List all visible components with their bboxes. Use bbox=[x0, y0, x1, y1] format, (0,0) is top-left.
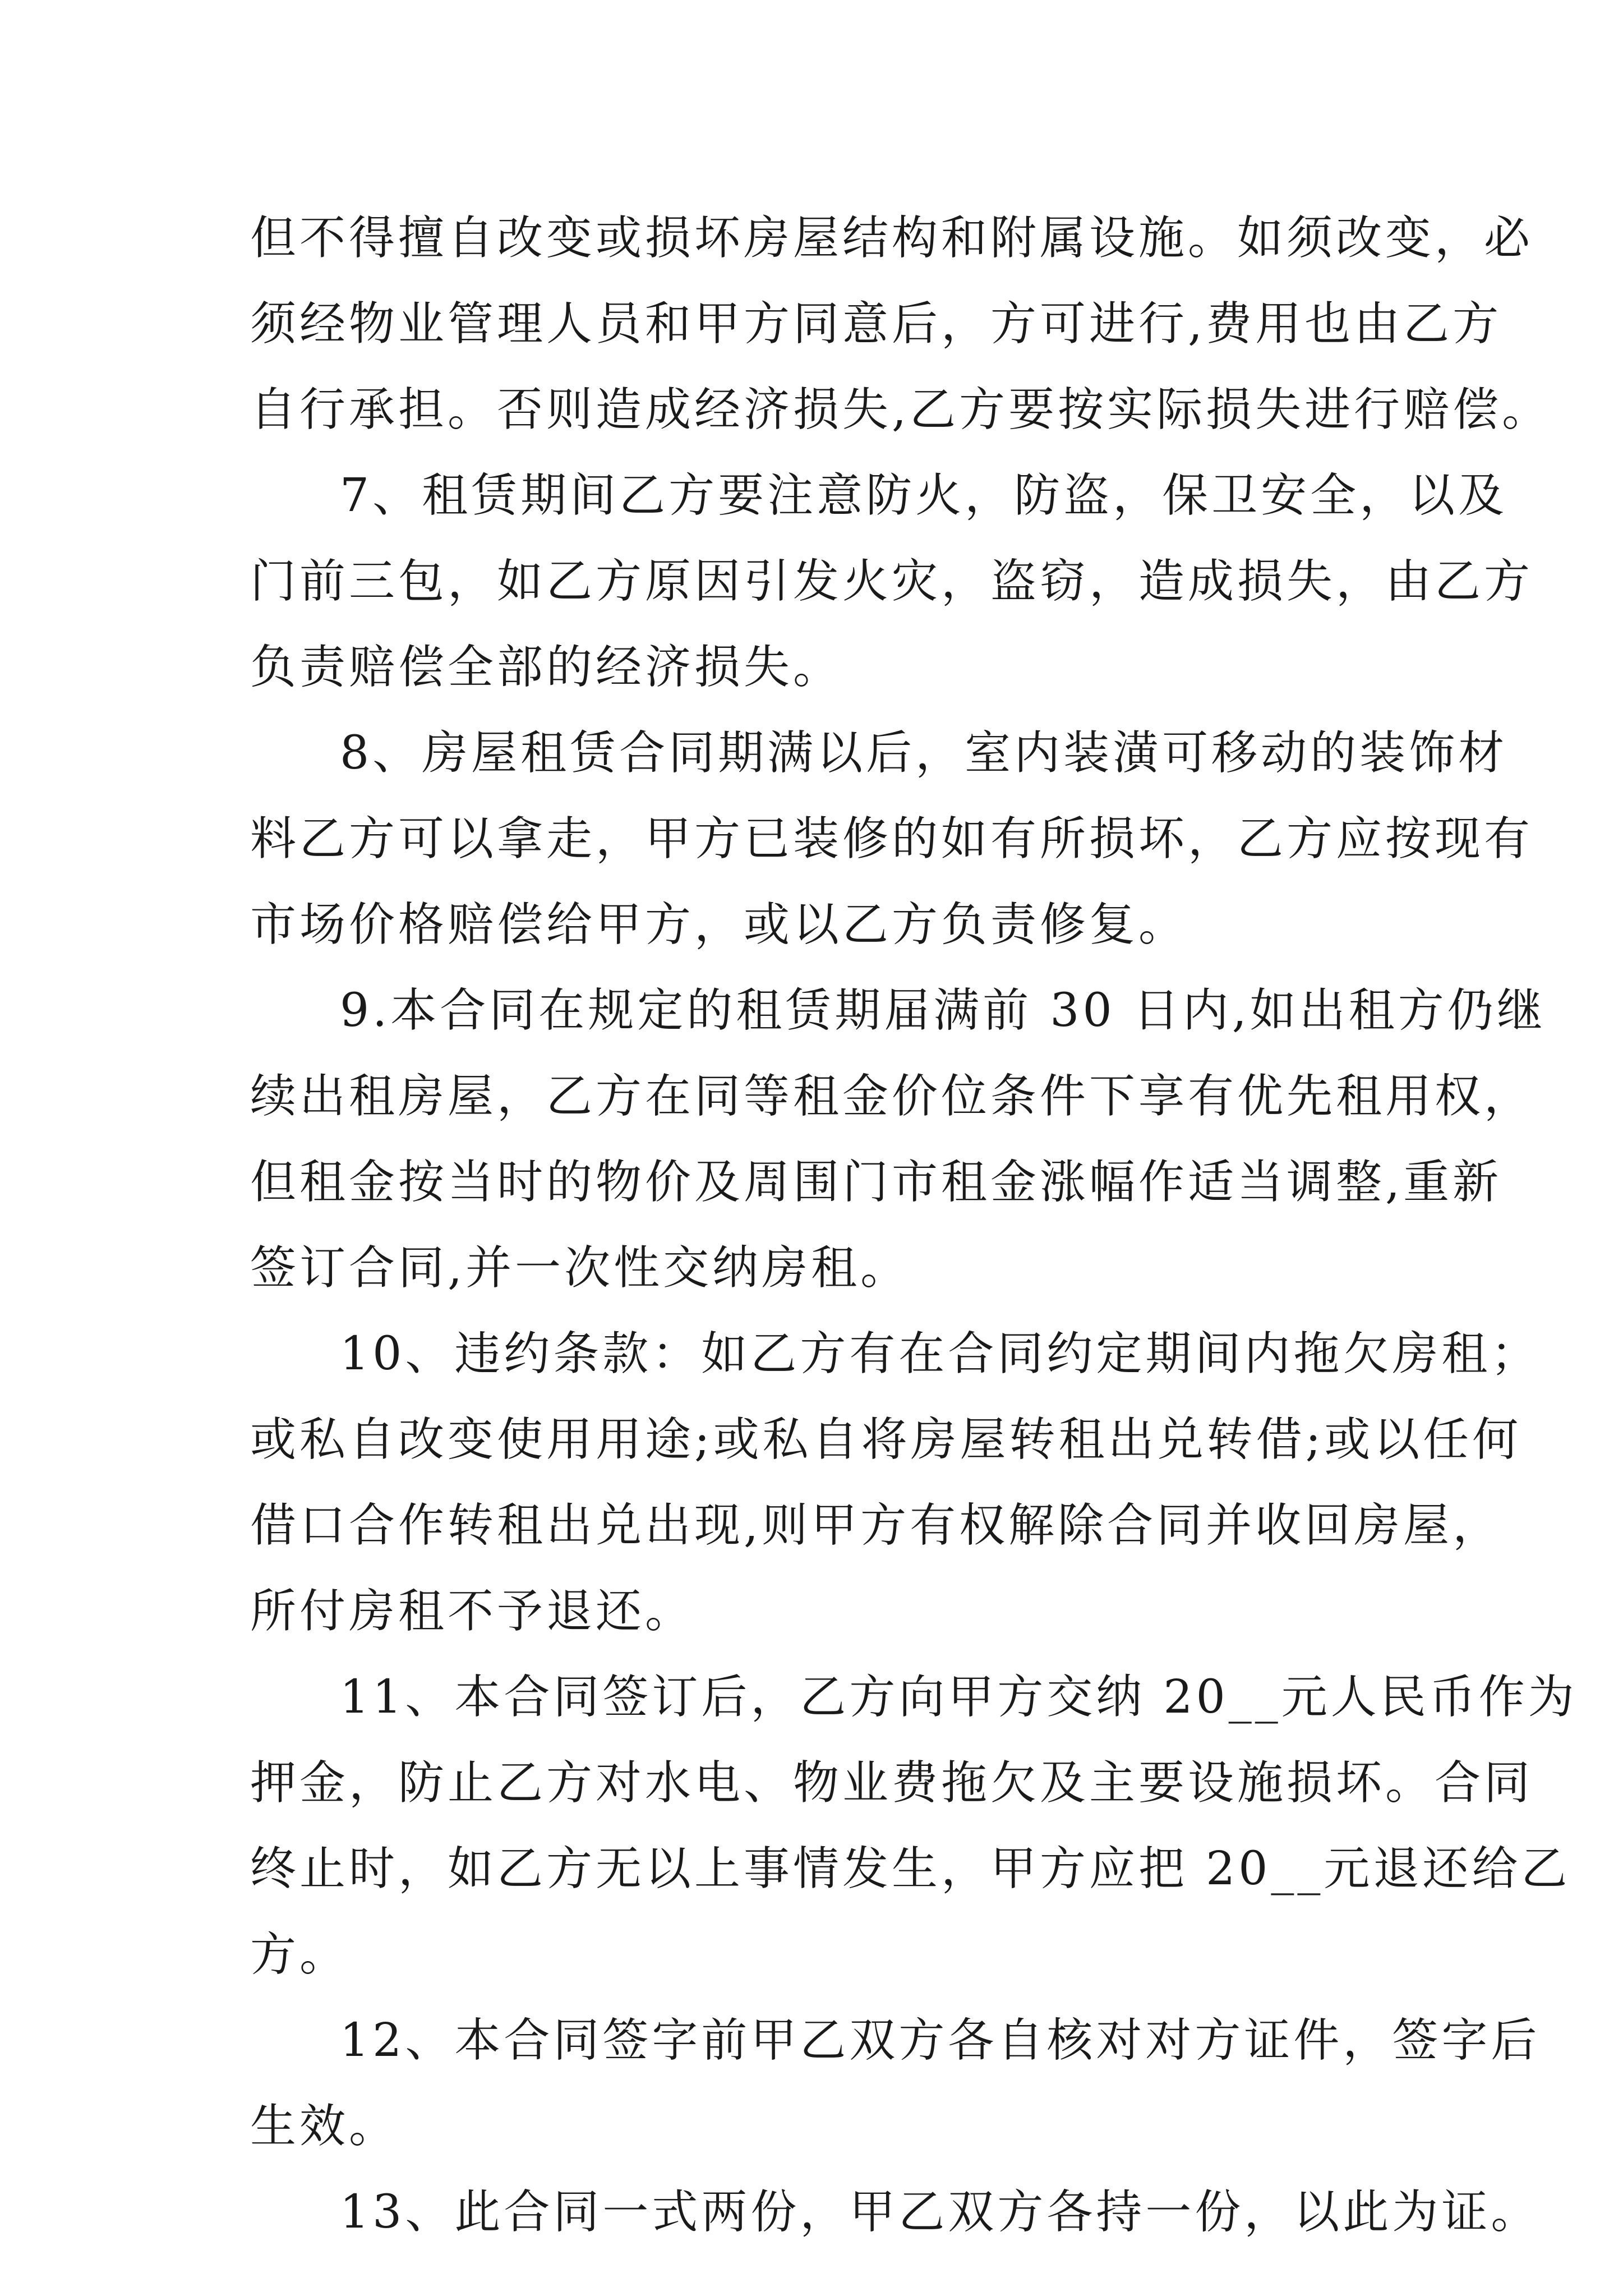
text-line: 7、租赁期间乙方要注意防火，防盗，保卫安全，以及 bbox=[340, 469, 1508, 522]
text-line: 终止时，如乙方无以上事情发生，甲方应把 20__元退还给乙 bbox=[250, 1842, 1571, 1895]
text-line: 12、本合同签字前甲乙双方各自核对对方证件，签字后 bbox=[340, 2014, 1541, 2067]
text-line: 10、违约条款：如乙方有在合同约定期间内拖欠房租； bbox=[340, 1327, 1541, 1381]
paragraph-clause-10 bbox=[250, 1311, 1541, 1654]
paragraph-clause-9 bbox=[250, 968, 1546, 1311]
text-line: 门前三包，如乙方原因引发火灾，盗窃，造成损失，由乙方 bbox=[250, 555, 1534, 608]
text-line: 所付房租不予退还。 bbox=[250, 1585, 695, 1638]
paragraph-continued-clause bbox=[250, 195, 1552, 453]
text-line: 生效。 bbox=[250, 2100, 399, 2153]
document-body bbox=[250, 195, 1578, 2255]
text-line: 方。 bbox=[250, 1928, 349, 1981]
text-line: 但租金按当时的物价及周围门市租金涨幅作适当调整,重新 bbox=[250, 1156, 1502, 1209]
text-line: 自行承担。否则造成经济损失,乙方要按实际损失进行赔偿。 bbox=[250, 383, 1552, 436]
text-line: 押金，防止乙方对水电、物业费拖欠及主要设施损坏。合同 bbox=[250, 1756, 1534, 1810]
paragraph-clause-11 bbox=[250, 1654, 1578, 1998]
text-line: 签订合同,并一次性交纳房租。 bbox=[250, 1241, 910, 1295]
paragraph-clause-12 bbox=[250, 1998, 1541, 2169]
paragraph-clause-7 bbox=[250, 453, 1534, 710]
text-line: 8、房屋租赁合同期满以后，室内装潢可移动的装饰材 bbox=[340, 726, 1508, 780]
text-line: 料乙方可以拿走，甲方已装修的如有所损坏，乙方应按现有 bbox=[250, 812, 1534, 866]
text-line: 11、本合同签订后，乙方向甲方交纳 20__元人民币作为 bbox=[340, 1671, 1578, 1724]
text-line: 但不得擅自改变或损坏房屋结构和附属设施。如须改变，必 bbox=[250, 211, 1534, 265]
text-line: 13、此合同一式两份，甲乙双方各持一份，以此为证。 bbox=[340, 2185, 1541, 2239]
text-line: 市场价格赔偿给甲方，或以乙方负责修复。 bbox=[250, 898, 1188, 951]
text-line: 负责赔偿全部的经济损失。 bbox=[250, 641, 843, 694]
paragraph-clause-8 bbox=[250, 710, 1534, 968]
text-line: 9.本合同在规定的租赁期届满前 30 日内,如出租方仍继 bbox=[340, 984, 1546, 1037]
text-line: 续出租房屋，乙方在同等租金价位条件下享有优先租用权， bbox=[250, 1070, 1534, 1123]
text-line: 须经物业管理人员和甲方同意后，方可进行,费用也由乙方 bbox=[250, 297, 1502, 351]
paragraph-clause-13 bbox=[250, 2169, 1541, 2255]
text-line: 借口合作转租出兑出现,则甲方有权解除合同并收回房屋， bbox=[250, 1499, 1502, 1552]
text-line: 或私自改变使用用途;或私自将房屋转租出兑转借;或以任何 bbox=[250, 1413, 1522, 1466]
